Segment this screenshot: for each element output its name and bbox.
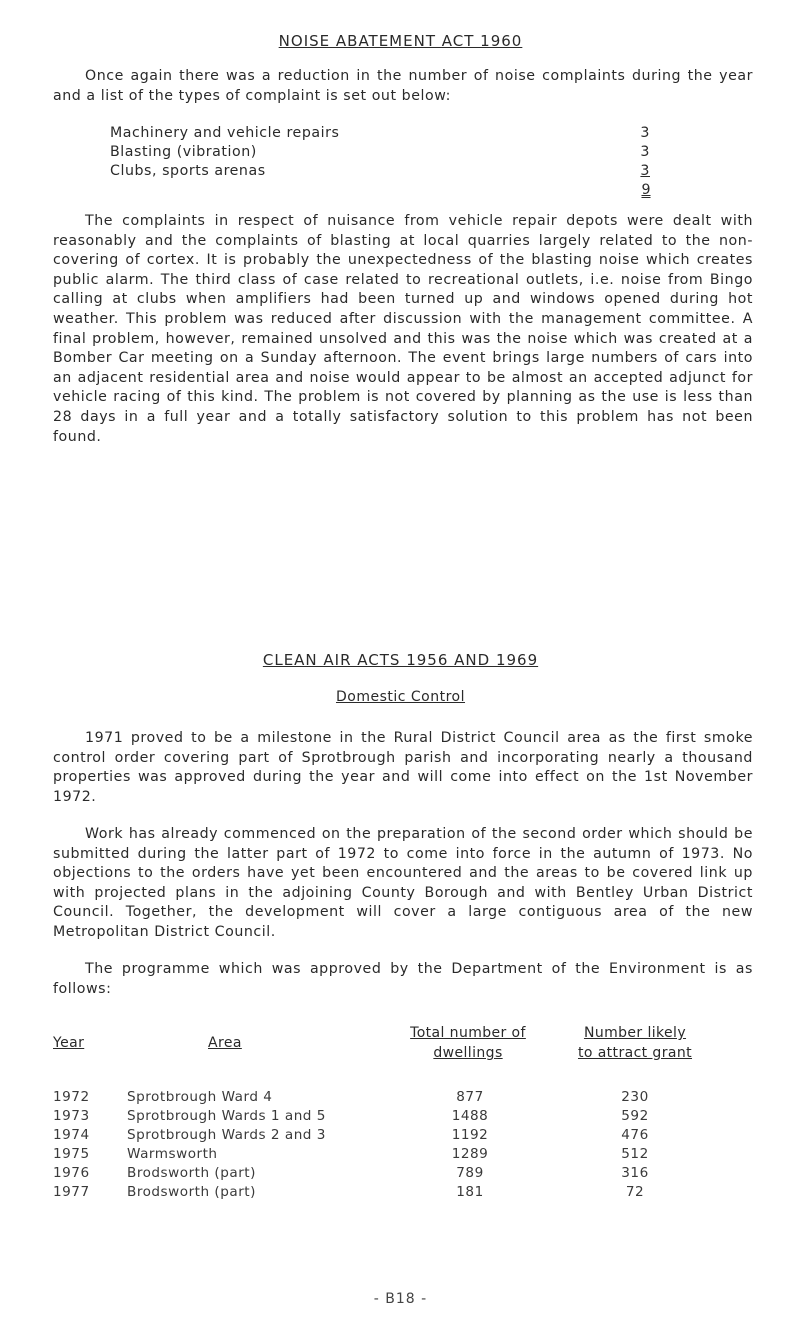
header-dwellings-line2: dwellings [433, 1045, 503, 1061]
row-grant: 72 [625, 1184, 645, 1200]
row-grant: 316 [621, 1165, 649, 1181]
row-year: 1973 [53, 1108, 90, 1124]
header-area: Area [208, 1035, 242, 1051]
row-dwellings: 789 [456, 1165, 484, 1181]
row-grant: 592 [621, 1108, 649, 1124]
row-dwellings: 1192 [451, 1127, 489, 1143]
table-row [0, 1127, 801, 1146]
domestic-control-subheading: Domestic Control [335, 689, 466, 705]
complaint-row [110, 125, 650, 145]
clean-air-heading: CLEAN AIR ACTS 1956 AND 1969 [262, 651, 539, 669]
complaint-count: 3 [640, 163, 650, 179]
complaint-count: 3 [640, 144, 650, 160]
header-grant-line2: to attract grant [577, 1045, 693, 1061]
row-year: 1977 [53, 1184, 90, 1200]
row-year: 1976 [53, 1165, 90, 1181]
complaint-count: 3 [640, 125, 650, 141]
row-dwellings: 1289 [451, 1146, 489, 1162]
header-dwellings-line1: Total number of [410, 1025, 526, 1041]
noise-heading: NOISE ABATEMENT ACT 1960 [278, 32, 523, 50]
row-grant: 512 [621, 1146, 649, 1162]
page-number: - B18 - [373, 1291, 428, 1307]
complaints-total: 9 [641, 182, 651, 198]
table-row [0, 1089, 801, 1108]
clean-air-para-1: 1971 proved to be a milestone in the Rural District Council area as the first smoke control order covering part of Sprotbrough parish and incorporating nearly a thousand properties was approved during the year and will come into effect on the 1st November 1972. [53, 730, 753, 805]
header-grant-line1: Number likely [583, 1025, 687, 1041]
row-year: 1975 [53, 1146, 90, 1162]
row-year: 1972 [53, 1089, 90, 1105]
clean-air-para-3: The programme which was approved by the Department of the Environment is as follows: [53, 961, 753, 997]
row-area: Brodsworth (part) [127, 1165, 256, 1181]
complaint-row [110, 163, 650, 183]
complaint-label: Blasting (vibration) [110, 144, 257, 160]
noise-intro: Once again there was a reduction in the number of noise complaints during the year and a list of the types of complaint is set out below: [53, 68, 753, 104]
row-dwellings: 181 [456, 1184, 484, 1200]
row-year: 1974 [53, 1127, 90, 1143]
row-area: Warmsworth [127, 1146, 218, 1162]
table-row [0, 1108, 801, 1127]
row-area: Sprotbrough Ward 4 [127, 1089, 273, 1105]
row-grant: 230 [621, 1089, 649, 1105]
clean-air-para-2: Work has already commenced on the preparation of the second order which should be submitted during the latter part of 1972 to come into force in the autumn of 1973. No objections to the orders have yet been encountered and the areas to be covered link up with projected plans in the adjoining County Borough and with Bentley Urban District Council. Together, the development will cover a large contiguous area of the new Metropolitan District Council. [53, 826, 753, 940]
complaint-label: Clubs, sports arenas [110, 163, 266, 179]
row-grant: 476 [621, 1127, 649, 1143]
row-area: Sprotbrough Wards 2 and 3 [127, 1127, 326, 1143]
row-area: Brodsworth (part) [127, 1184, 256, 1200]
header-year: Year [53, 1035, 85, 1051]
complaint-label: Machinery and vehicle repairs [110, 125, 340, 141]
noise-body: The complaints in respect of nuisance from vehicle repair depots were dealt with reasonably and the complaints of blasting at local quarries largely related to the non-covering of cortex. It is probably the unexpectedness of the blasting noise which creates public alarm. The third class of case related to recreational outlets, i.e. noise from Bingo calling at clubs when amplifiers had been turned up and windows opened during hot weather. This problem was reduced after discussion with the management committee. A final problem, however, remained unsolved and this was the noise which was created at a Bomber Car meeting on a Sunday afternoon. The event brings large numbers of cars into an adjacent residential area and noise would appear to be almost an accepted adjunct for vehicle racing of this kind. The problem is not covered by planning as the use is less than 28 days in a full year and a totally satisfactory solution to this problem has not been found. [53, 213, 753, 445]
row-area: Sprotbrough Wards 1 and 5 [127, 1108, 326, 1124]
row-dwellings: 1488 [451, 1108, 489, 1124]
complaint-row [110, 144, 650, 164]
table-row [0, 1184, 801, 1203]
table-row [0, 1165, 801, 1184]
table-row [0, 1146, 801, 1165]
row-dwellings: 877 [456, 1089, 484, 1105]
